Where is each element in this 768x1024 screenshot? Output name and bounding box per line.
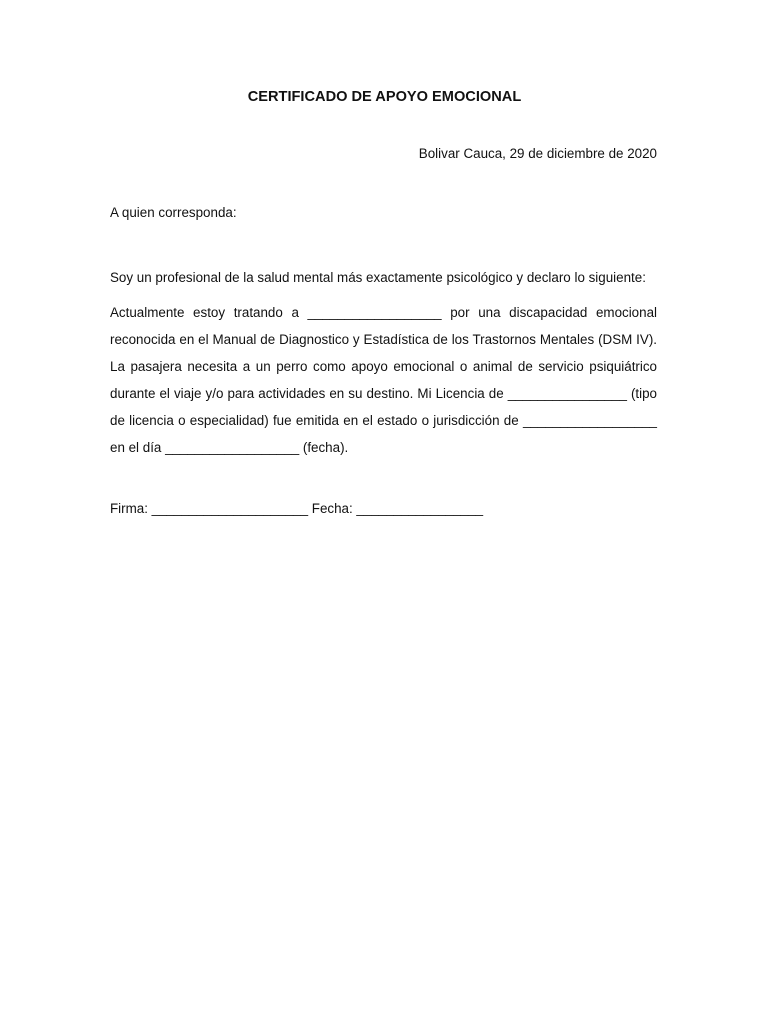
date-line: Bolivar Cauca, 29 de diciembre de 2020 [418, 146, 657, 161]
signature-line: Firma: _____________________ Fecha: _________________ [110, 501, 484, 516]
document-body [110, 86, 657, 520]
declaration-paragraph: Soy un profesional de la salud mental más exactamente psicológico y declaro lo siguiente: [110, 270, 646, 285]
greeting: A quien corresponda: [110, 205, 237, 220]
document-title: CERTIFICADO DE APOYO EMOCIONAL [247, 89, 522, 105]
treatment-paragraph: Actualmente estoy tratando a __________________ por una discapacidad emocional reconocida en el Manual de Diagnostico y Estadística de los Trastornos Mentales (DSM IV). La pasajera necesita a un perro como apoyo emocional o animal de servicio psiquiátrico durante el viaje y/o para actividades en su destino. Mi Licencia de ________________ (tipo de licencia o especialidad) fue emitida en el estado o jurisdicción de __________________ en el día __________________ (fecha). [110, 305, 657, 455]
